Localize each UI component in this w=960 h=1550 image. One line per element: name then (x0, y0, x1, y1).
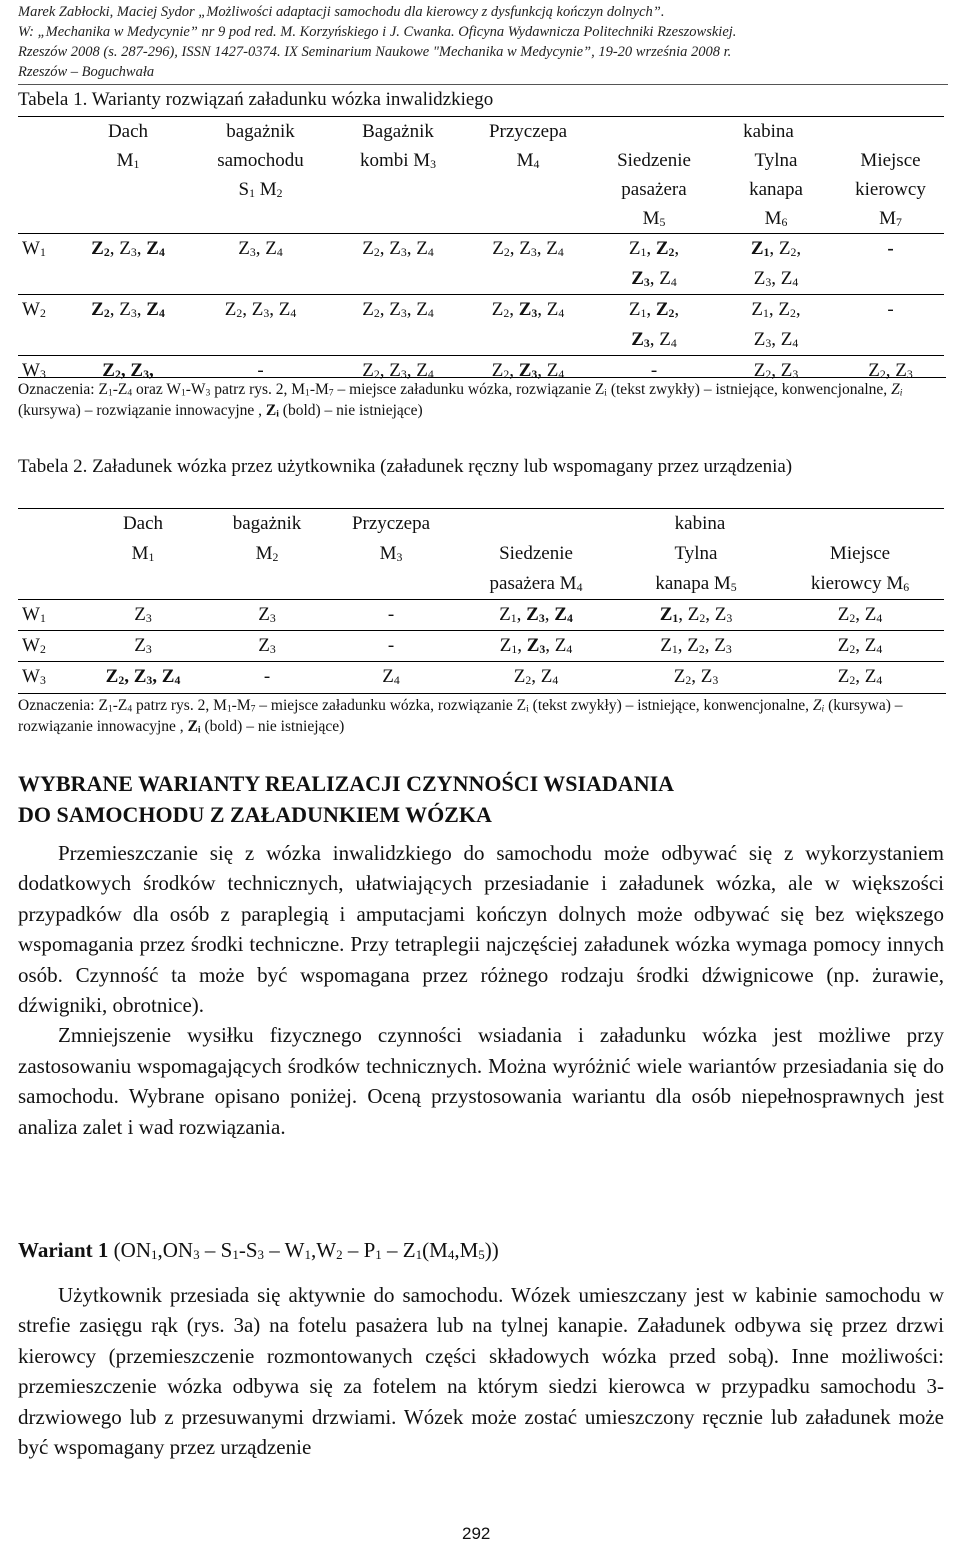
paragraph: Przemieszczanie się z wózka inwalidzkiego do samochodu może odbywać się z wykorzystaniem dodatkowych środków technicznych, ułatwiających przesiadanie i załadunek wózka, ale w większości przypadków dla osób z paraplegią i amputacjami kończyn dolnych może odbywać się bez większego wspomagania przez środki techniczne. Przy tetraplegii najczęściej załadunek wózka wymaga pomocy innych osób. Czynność ta może być wspomagana przez różnego rodzaju środki dźwignicowe (np. żurawie, dźwigniki, obrotnice). (18, 841, 944, 1018)
header-cell: Bagażnik kombi $M_3$ (333, 117, 463, 234)
table-1 (18, 116, 944, 386)
header-cell: Tylna kanapa $M_6$ (749, 150, 803, 229)
table-row (18, 509, 944, 600)
table-cell: $Z_2$, $Z_4$ (456, 662, 616, 693)
table-cell: $Z_2$, $Z_3$, $Z_4$ (463, 356, 593, 387)
table-cell: $Z_2$, $Z_3$ (616, 662, 776, 693)
header-cell: Przyczepa $M_3$ (326, 509, 456, 600)
table-1-note: Oznaczenia: $Z_1-Z_4$ oraz $W_1-W_3$ patrz rys. 2, $M_1-M_7$ – miejsce załadunku wózka, rozwiązanie $Z_i$ (tekst zwykły) – istniejące, konwencjonalne, $Z_i$ (kursywa) – rozwiązanie innowacyjne , $Z_i$ (bold) – nie istniejące) (18, 377, 946, 421)
table-cell: - (188, 356, 333, 387)
header-cell: Siedzenie pasażera $M_5$ (617, 150, 691, 229)
row-label: $W_1$ (18, 234, 68, 295)
row-label: $W_3$ (18, 356, 68, 387)
table-cell: $Z_3$ (78, 600, 208, 631)
table-cell: $Z_3$ (208, 600, 326, 631)
section-heading-line-2: DO SAMOCHODU Z ZAŁADUNKIEM WÓZKA (18, 802, 492, 827)
table-cell: $Z_2$, $Z_3$, $Z_4$ (463, 295, 593, 356)
body-paragraphs-2 (18, 1280, 944, 1462)
kabina-header: kabina (674, 513, 726, 534)
header-cell: Siedzenie pasażera $M_4$ (489, 543, 583, 594)
table-row (18, 631, 944, 662)
table-cell: $Z_2$, $Z_4$ (776, 600, 944, 631)
table-cell: $Z_1$, $Z_2$, $Z_3$ (616, 631, 776, 662)
header-cell: Tylna kanapa $M_5$ (655, 543, 737, 594)
row-label: $W_2$ (18, 631, 78, 662)
table-row (18, 662, 944, 693)
paragraph: Użytkownik przesiada się aktywnie do samochodu. Wózek umieszczany jest w kabinie samochodu w strefie zasięgu rąk (rys. 3a) na fotelu pasażera lub na tylnej kanapie. Załadunek odbywa się przez drzwi kierowcy (przemieszczenie rozmontowanych części składowych wózka przed sobą). Inne możliwości: przemieszczenie wózka odbywa się za fotelem na którym siedzi kierowca w przypadku samochodu 3-drzwiowego lub z przesuwanymi drzwiami. Wózek może zostać umieszczony ręcznie lub załadunek może być wspomagany przez urządzenie (18, 1283, 944, 1460)
header-cell: Dach $M_1$ (68, 117, 188, 234)
table-row (18, 117, 944, 234)
section-heading (18, 768, 674, 830)
table-row (18, 234, 944, 295)
citation-line-4: Rzeszów – Boguchwała (18, 64, 155, 80)
table-cell: $Z_3$ (208, 631, 326, 662)
table-cell: - (837, 234, 944, 295)
variant-heading (18, 1234, 499, 1266)
table-cell: $Z_2$, $Z_3$, (68, 356, 188, 387)
body-paragraphs-1 (18, 838, 944, 1142)
table-cell: - (593, 356, 715, 387)
table-cell: $Z_1$, $Z_2$, $Z_3$ (616, 600, 776, 631)
table-cell: $Z_3$ (78, 631, 208, 662)
table-cell: $Z_3$, $Z_4$ (188, 234, 333, 295)
header-cell: bagażnik $M_2$ (208, 509, 326, 600)
table-cell: $Z_2$, $Z_3$, $Z_4$ (78, 662, 208, 693)
header-cell: Dach $M_1$ (78, 509, 208, 600)
header-cell: Przyczepa $M_4$ (463, 117, 593, 234)
table-cell: $Z_2$, $Z_3$, $Z_4$ (68, 295, 188, 356)
header-cell: Miejsce kierowcy $M_6$ (810, 543, 910, 594)
table-cell: $Z_1$, $Z_2$, $Z_3$, $Z_4$ (715, 234, 837, 295)
table-row (18, 295, 944, 356)
variant-formula: $(ON_1,ON_3 - S_1-S_3 - W_1,W_2 - P_1 - Z_1(M_4,M_5))$ (113, 1238, 499, 1262)
table-2-caption: Tabela 2. Załadunek wózka przez użytkownika (załadunek ręczny lub wspomagany przez urządzenia) (18, 456, 793, 477)
paragraph: Zmniejszenie wysiłku fizycznego czynności wsiadania i załadunku wózka jest możliwe przy zastosowaniu wspomagających środków technicznych. Można wyróżnić wiele wariantów przesiadania się do samochodu. Wybrane opisano poniżej. Oceną przystosowania wariantu dla osób niepełnosprawnych jest analiza zalet i wad rozwiązania. (18, 1023, 944, 1139)
table-cell: - (326, 631, 456, 662)
table-2-note: Oznaczenia: $Z_1-Z_4$ patrz rys. 2, $M_1-M_7$ – miejsce załadunku wózka, rozwiązanie $Z_i$ (tekst zwykły) – istniejące, konwencjonalne, $Z_i$ (kursywa) – rozwiązanie innowacyjne , $Z_i$ (bold) – nie istniejące) (18, 693, 946, 737)
citation-header (18, 2, 948, 85)
table-cell: $Z_1$, $Z_2$, $Z_3$, $Z_4$ (593, 234, 715, 295)
variant-label: Wariant 1 (18, 1238, 109, 1262)
table-cell: $Z_4$ (326, 662, 456, 693)
table-cell: $Z_2$, $Z_3$, $Z_4$ (188, 295, 333, 356)
table-cell: $Z_2$, $Z_3$, $Z_4$ (333, 356, 463, 387)
section-heading-line-1: WYBRANE WARIANTY REALIZACJI CZYNNOŚCI WSIADANIA (18, 771, 675, 796)
citation-line-1: Marek Zabłocki, Maciej Sydor „Możliwości adaptacji samochodu dla kierowcy z dysfunkcją kończyn dolnych”. (18, 4, 665, 20)
citation-line-3: Rzeszów 2008 (s. 287-296), ISSN 1427-0374. IX Seminarium Naukowe "Mechanika w Medycynie”, 19-20 września 2008 r. (18, 44, 732, 60)
table-cell: $Z_2$, $Z_4$ (776, 631, 944, 662)
kabina-header: kabina (743, 121, 794, 142)
table-cell: - (837, 295, 944, 356)
table-row (18, 600, 944, 631)
table-cell: $Z_1$, $Z_3$, $Z_4$ (456, 631, 616, 662)
table-cell: $Z_2$, $Z_3$, $Z_4$ (333, 295, 463, 356)
table-cell: $Z_2$, $Z_3$ (715, 356, 837, 387)
table-2 (18, 508, 944, 692)
row-label: $W_1$ (18, 600, 78, 631)
table-cell: $Z_2$, $Z_3$, $Z_4$ (68, 234, 188, 295)
citation-line-2: W: „Mechanika w Medycynie” nr 9 pod red. M. Korzyńskiego i J. Cwanka. Oficyna Wydawnicza Politechniki Rzeszowskiej. (18, 24, 737, 40)
table-cell: $Z_1$, $Z_2$, $Z_3$, $Z_4$ (715, 295, 837, 356)
header-cell: Miejsce kierowcy $M_7$ (855, 150, 926, 229)
table-cell: $Z_1$, $Z_2$, $Z_3$, $Z_4$ (593, 295, 715, 356)
table-1-caption: Tabela 1. Warianty rozwiązań załadunku wózka inwalidzkiego (18, 89, 494, 110)
row-label: $W_3$ (18, 662, 78, 693)
row-label: $W_2$ (18, 295, 68, 356)
table-cell: - (326, 600, 456, 631)
table-cell: $Z_2$, $Z_3$ (837, 356, 944, 387)
table-cell: - (208, 662, 326, 693)
table-cell: $Z_2$, $Z_3$, $Z_4$ (463, 234, 593, 295)
table-cell: $Z_1$, $Z_3$, $Z_4$ (456, 600, 616, 631)
table-cell: $Z_2$, $Z_4$ (776, 662, 944, 693)
header-cell: bagażnik samochodu $S_1$ $M_2$ (188, 117, 333, 234)
page-number: 292 (462, 1524, 491, 1543)
table-cell: $Z_2$, $Z_3$, $Z_4$ (333, 234, 463, 295)
